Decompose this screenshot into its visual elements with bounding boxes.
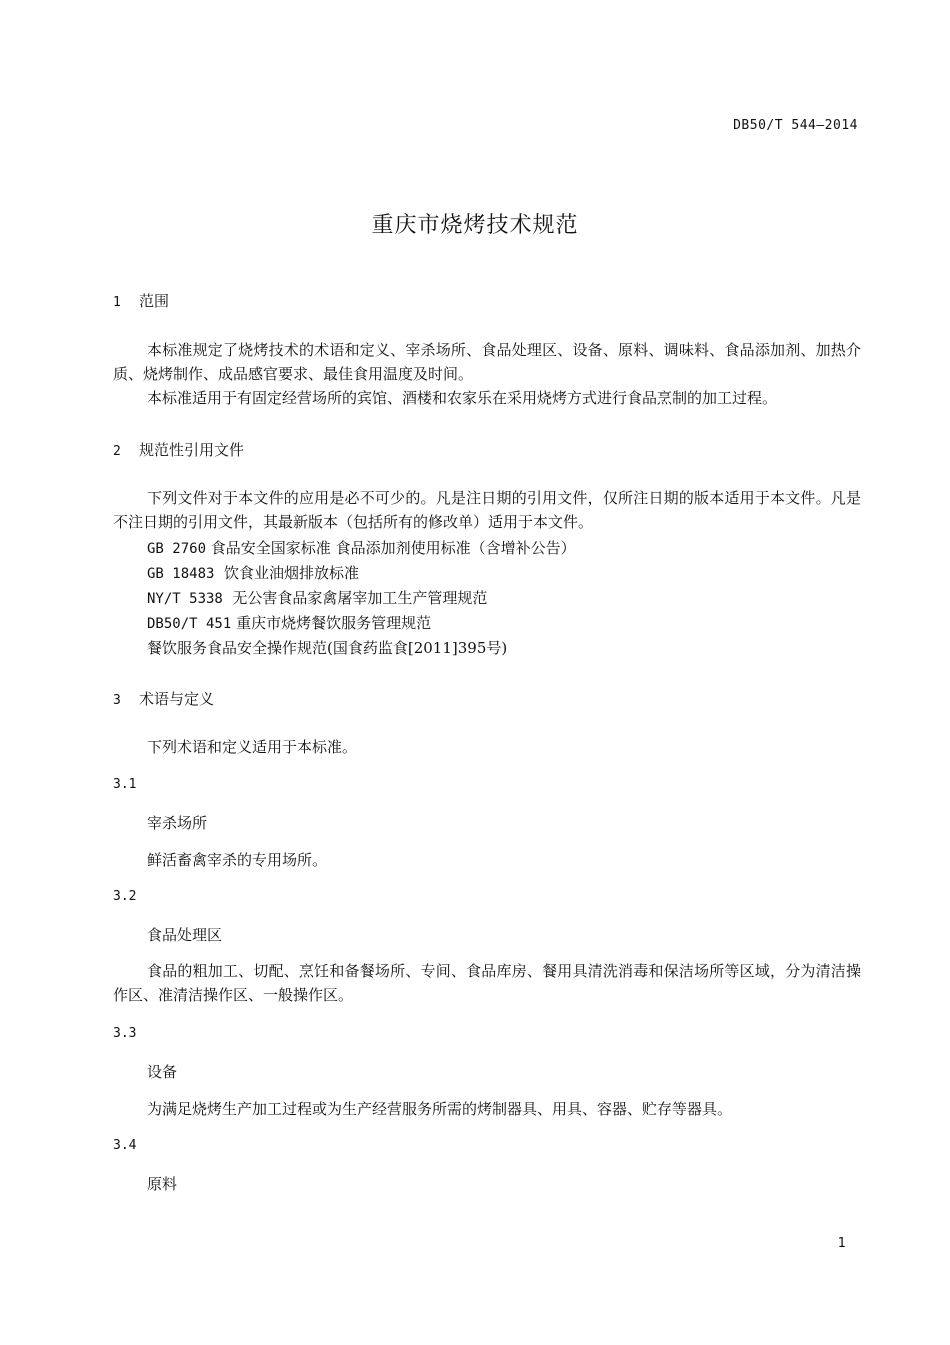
term-name: 设备 xyxy=(147,1063,178,1081)
reference-title: 食品安全国家标准 食品添加剂使用标准（含增补公告） xyxy=(210,539,576,557)
section-1-heading xyxy=(113,290,169,311)
section-number: 2 xyxy=(113,444,121,459)
section-1-paragraph-1: 本标准规定了烧烤技术的术语和定义、宰杀场所、食品处理区、设备、原料、调味料、食品添加剂、加热介质、烧烤制作、成品感官要求、最佳食用温度及时间。 xyxy=(113,341,861,383)
reference-code: DB50/T 451 xyxy=(147,616,232,632)
reference-title: 无公害食品家禽屠宰加工生产管理规范 xyxy=(232,589,488,607)
section-title: 范围 xyxy=(139,292,170,310)
section-1-paragraph-2: 本标准适用于有固定经营场所的宾馆、酒楼和农家乐在采用烧烤方式进行食品烹制的加工过程。 xyxy=(147,389,778,407)
reference-title: 饮食业油烟排放标准 xyxy=(223,564,359,582)
reference-item xyxy=(147,562,359,583)
term-name: 食品处理区 xyxy=(147,926,223,944)
reference-title: 餐饮服务食品安全操作规范(国食药监食[2011]395号) xyxy=(147,639,508,657)
section-2-heading xyxy=(113,439,244,460)
reference-code: GB 2760 xyxy=(147,541,207,557)
reference-item xyxy=(147,612,431,633)
section-2-paragraph-1: 下列文件对于本文件的应用是必不可少的。凡是注日期的引用文件，仅所注日期的版本适用于本文件。凡是不注日期的引用文件，其最新版本（包括所有的修改单）适用于本文件。 xyxy=(113,489,861,531)
term-name: 原料 xyxy=(147,1175,178,1193)
term-definition: 鲜活畜禽宰杀的专用场所。 xyxy=(147,851,328,869)
page-title: 重庆市烧烤技术规范 xyxy=(371,213,579,238)
section-number: 3 xyxy=(113,693,121,708)
term-name: 宰杀场所 xyxy=(147,814,208,832)
document-number: DB50/T 544—2014 xyxy=(733,118,858,133)
reference-code: GB 18483 xyxy=(147,566,215,582)
term-number: 3.4 xyxy=(113,1138,137,1153)
term-number: 3.2 xyxy=(113,889,137,904)
section-title: 术语与定义 xyxy=(139,690,215,708)
reference-item xyxy=(147,587,487,608)
reference-item xyxy=(147,537,576,558)
term-definition: 食品的粗加工、切配、烹饪和备餐场所、专间、食品库房、餐用具清洗消毒和保洁场所等区域，分为清洁操作区、准清洁操作区、一般操作区。 xyxy=(113,962,861,1004)
section-3-intro: 下列术语和定义适用于本标准。 xyxy=(147,738,358,756)
term-number: 3.3 xyxy=(113,1026,137,1041)
term-definition: 为满足烧烤生产加工过程或为生产经营服务所需的烤制器具、用具、容器、贮存等器具。 xyxy=(147,1100,733,1118)
reference-title: 重庆市烧烤餐饮服务管理规范 xyxy=(236,614,432,632)
section-number: 1 xyxy=(113,295,121,310)
reference-item xyxy=(147,637,507,658)
term-number: 3.1 xyxy=(113,777,137,792)
section-3-heading xyxy=(113,688,214,709)
page-number: 1 xyxy=(837,1236,846,1251)
reference-code: NY/T 5338 xyxy=(147,591,223,607)
section-title: 规范性引用文件 xyxy=(139,441,245,459)
